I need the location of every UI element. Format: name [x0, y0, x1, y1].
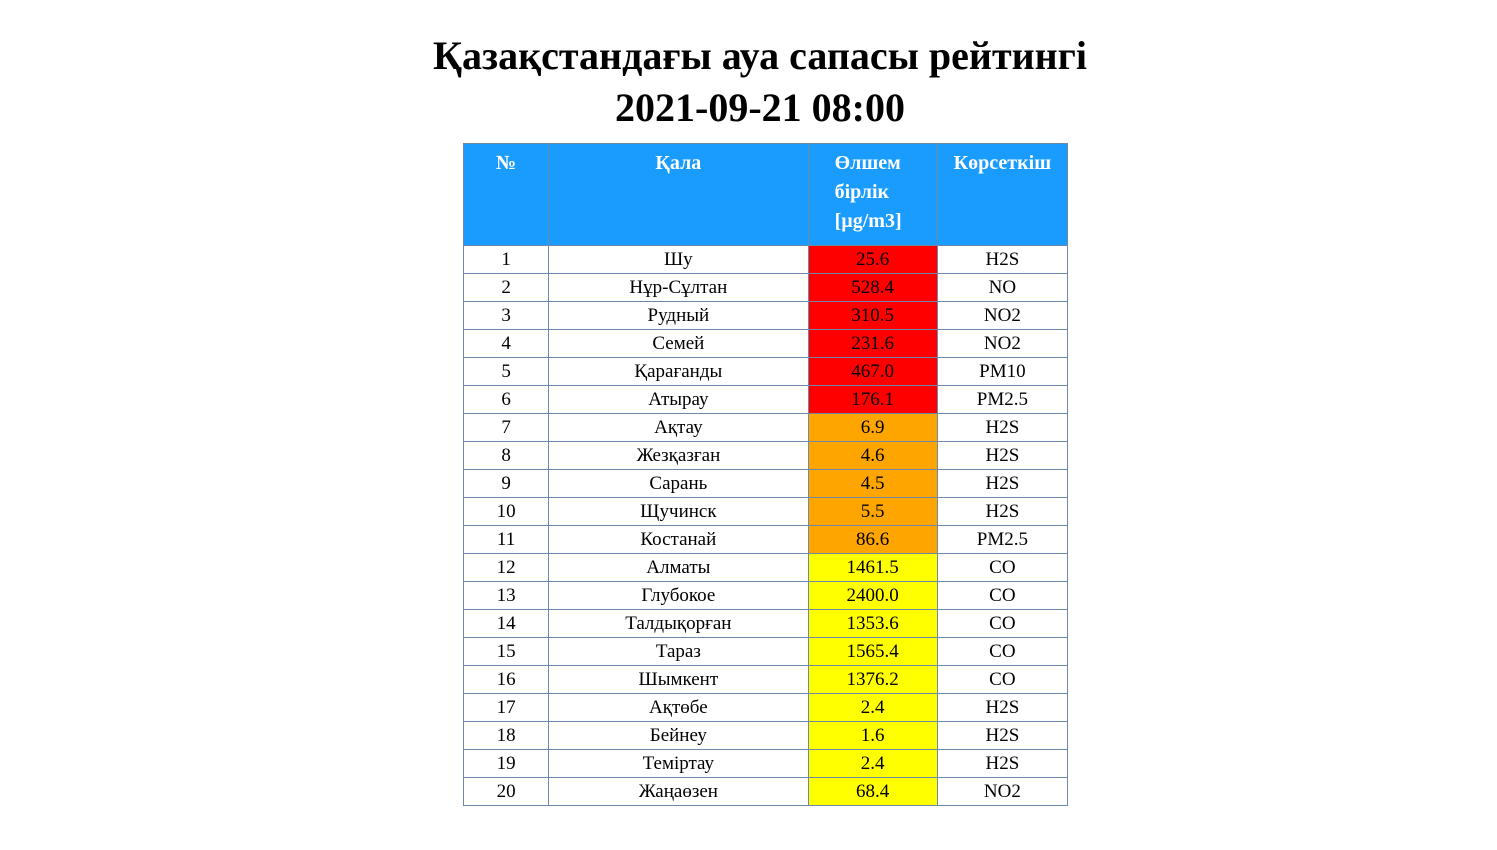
row-indicator: H2S: [937, 442, 1067, 470]
row-value: 1461.5: [808, 554, 937, 582]
row-number: 14: [464, 610, 549, 638]
row-value: 310.5: [808, 302, 937, 330]
table-header-row: [464, 144, 1068, 246]
row-city: Талдықорған: [549, 610, 808, 638]
row-city: Алматы: [549, 554, 808, 582]
table-row: [464, 246, 1068, 274]
table-row: [464, 694, 1068, 722]
row-value: 4.6: [808, 442, 937, 470]
table-row: [464, 610, 1068, 638]
table-row: [464, 386, 1068, 414]
row-value: 528.4: [808, 274, 937, 302]
row-city: Шу: [549, 246, 808, 274]
row-indicator: NO2: [937, 330, 1067, 358]
row-indicator: H2S: [937, 246, 1067, 274]
row-indicator: CO: [937, 638, 1067, 666]
table-row: [464, 358, 1068, 386]
air-quality-table: [463, 143, 1068, 806]
row-city: Рудный: [549, 302, 808, 330]
row-indicator: NO: [937, 274, 1067, 302]
row-city: Тараз: [549, 638, 808, 666]
row-city: Теміртау: [549, 750, 808, 778]
row-value: 2.4: [808, 694, 937, 722]
table-row: [464, 498, 1068, 526]
row-city: Сарань: [549, 470, 808, 498]
row-value: 6.9: [808, 414, 937, 442]
row-value: 1376.2: [808, 666, 937, 694]
row-number: 4: [464, 330, 549, 358]
row-city: Атырау: [549, 386, 808, 414]
row-city: Жаңаөзен: [549, 778, 808, 806]
row-number: 16: [464, 666, 549, 694]
row-value: 231.6: [808, 330, 937, 358]
table-row: [464, 722, 1068, 750]
header-city: Қала: [549, 144, 808, 246]
row-number: 19: [464, 750, 549, 778]
row-value: 68.4: [808, 778, 937, 806]
table-row: [464, 302, 1068, 330]
table-row: [464, 274, 1068, 302]
row-indicator: H2S: [937, 414, 1067, 442]
table-row: [464, 526, 1068, 554]
row-value: 467.0: [808, 358, 937, 386]
row-city: Ақтөбе: [549, 694, 808, 722]
row-number: 5: [464, 358, 549, 386]
table-row: [464, 414, 1068, 442]
row-number: 2: [464, 274, 549, 302]
row-indicator: H2S: [937, 470, 1067, 498]
row-number: 8: [464, 442, 549, 470]
row-city: Бейнеу: [549, 722, 808, 750]
row-number: 10: [464, 498, 549, 526]
row-indicator: PM2.5: [937, 386, 1067, 414]
table-row: [464, 778, 1068, 806]
header-indicator: Көрсеткіш: [937, 144, 1067, 246]
row-indicator: H2S: [937, 722, 1067, 750]
row-number: 1: [464, 246, 549, 274]
row-value: 1.6: [808, 722, 937, 750]
row-city: Семей: [549, 330, 808, 358]
table-row: [464, 330, 1068, 358]
row-city: Щучинск: [549, 498, 808, 526]
row-city: Шымкент: [549, 666, 808, 694]
table-row: [464, 554, 1068, 582]
row-indicator: CO: [937, 610, 1067, 638]
row-city: Қарағанды: [549, 358, 808, 386]
row-indicator: PM10: [937, 358, 1067, 386]
row-number: 13: [464, 582, 549, 610]
row-number: 18: [464, 722, 549, 750]
row-number: 17: [464, 694, 549, 722]
row-number: 11: [464, 526, 549, 554]
row-indicator: PM2.5: [937, 526, 1067, 554]
row-value: 1353.6: [808, 610, 937, 638]
row-value: 2400.0: [808, 582, 937, 610]
title-heading: Қазақстандағы ауа сапасы рейтингі: [433, 33, 1087, 78]
row-indicator: H2S: [937, 498, 1067, 526]
row-indicator: CO: [937, 666, 1067, 694]
row-indicator: CO: [937, 582, 1067, 610]
row-indicator: CO: [937, 554, 1067, 582]
row-value: 176.1: [808, 386, 937, 414]
table-body: [464, 246, 1068, 806]
row-value: 25.6: [808, 246, 937, 274]
page-title: [0, 30, 1497, 134]
row-indicator: NO2: [937, 778, 1067, 806]
header-number: №: [464, 144, 549, 246]
row-number: 15: [464, 638, 549, 666]
table-row: [464, 442, 1068, 470]
table-row: [464, 750, 1068, 778]
table-row: [464, 638, 1068, 666]
table-row: [464, 666, 1068, 694]
row-value: 4.5: [808, 470, 937, 498]
row-city: Ақтау: [549, 414, 808, 442]
title-datetime: 2021-09-21 08:00: [615, 85, 905, 130]
row-number: 12: [464, 554, 549, 582]
row-value: 86.6: [808, 526, 937, 554]
row-indicator: H2S: [937, 694, 1067, 722]
row-city: Нұр-Сұлтан: [549, 274, 808, 302]
row-number: 6: [464, 386, 549, 414]
row-city: Костанай: [549, 526, 808, 554]
row-value: 2.4: [808, 750, 937, 778]
row-indicator: NO2: [937, 302, 1067, 330]
row-number: 7: [464, 414, 549, 442]
row-value: 5.5: [808, 498, 937, 526]
row-number: 9: [464, 470, 549, 498]
table-row: [464, 582, 1068, 610]
header-unit: Өлшем бірлік [µg/m3]: [808, 144, 937, 246]
row-number: 3: [464, 302, 549, 330]
row-value: 1565.4: [808, 638, 937, 666]
row-city: Глубокое: [549, 582, 808, 610]
table-row: [464, 470, 1068, 498]
row-indicator: H2S: [937, 750, 1067, 778]
row-number: 20: [464, 778, 549, 806]
row-city: Жезқазған: [549, 442, 808, 470]
